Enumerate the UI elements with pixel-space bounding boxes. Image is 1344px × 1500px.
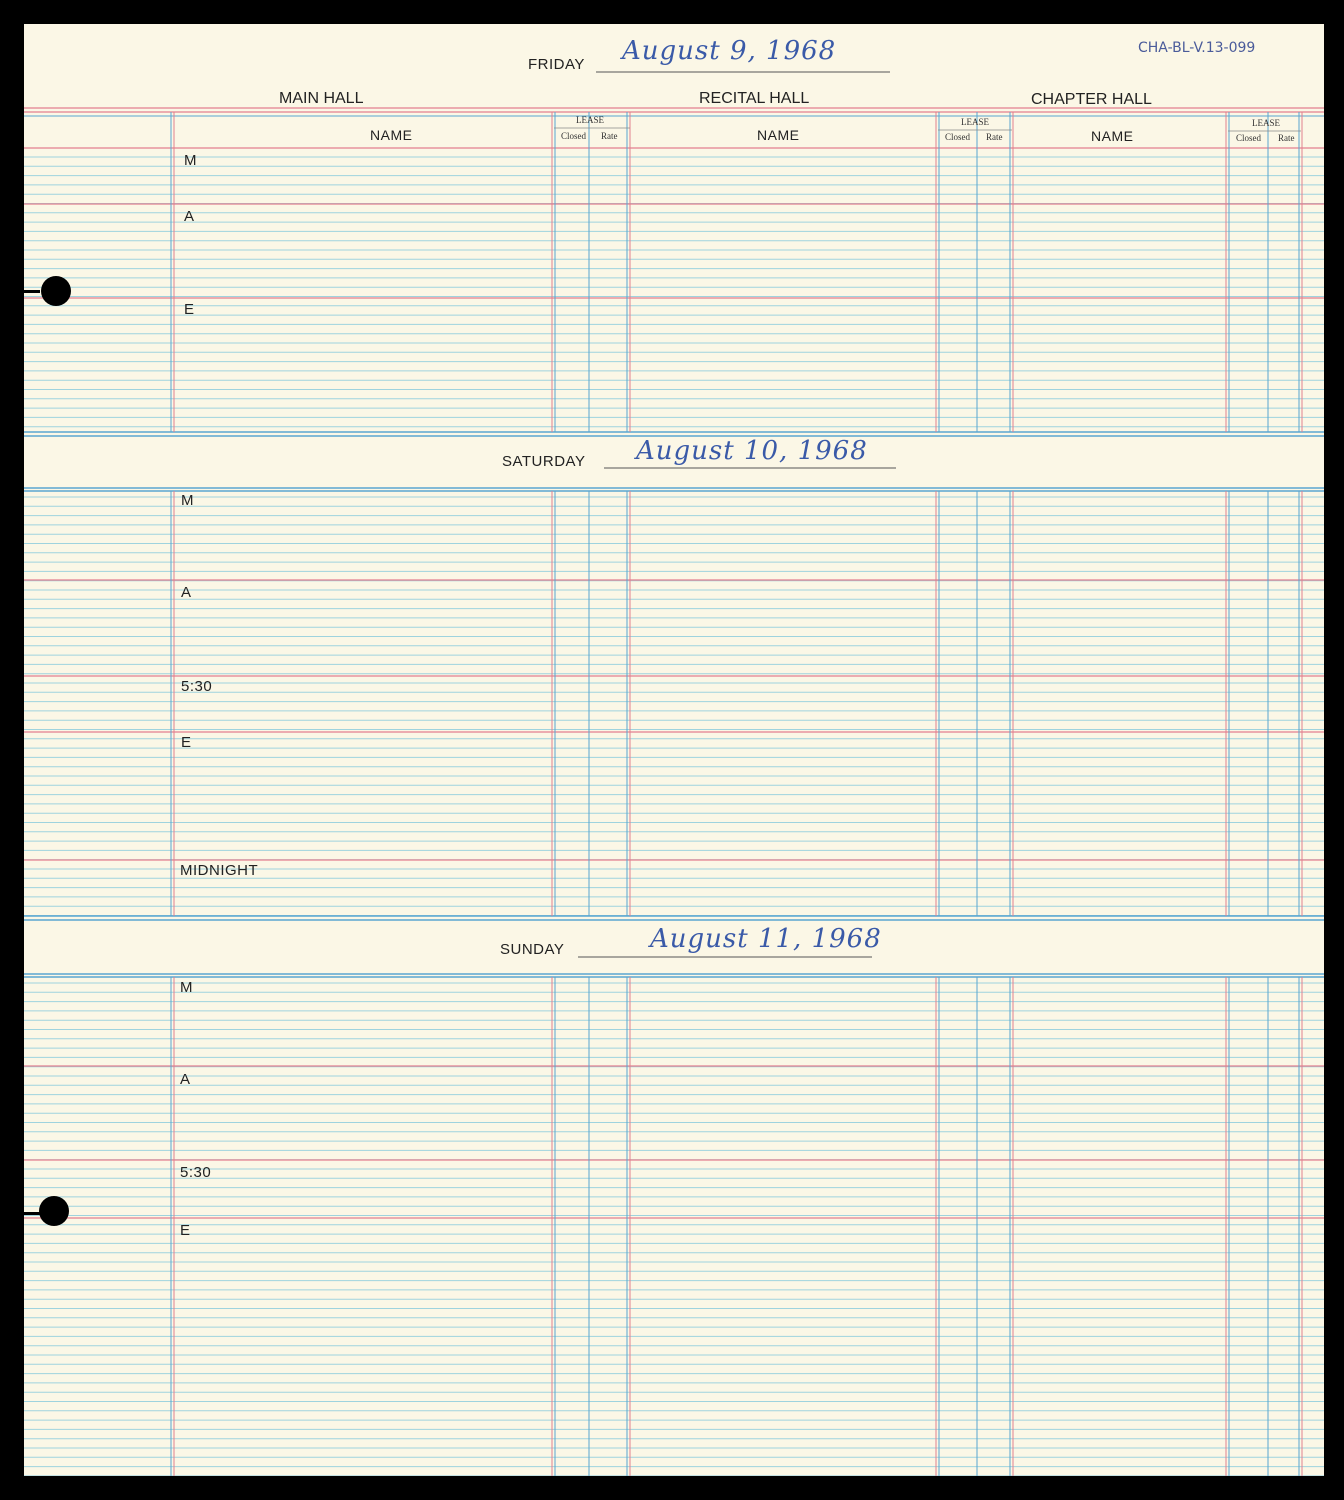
day-label-sunday: SUNDAY	[500, 941, 565, 958]
ruled-grid	[24, 24, 1324, 1476]
binder-hole-bottom	[39, 1196, 69, 1226]
slot-sunday-evening: E	[180, 1222, 191, 1239]
rate-header-main: Rate	[601, 131, 618, 141]
binder-string-bottom	[22, 1212, 40, 1215]
rate-header-recital: Rate	[986, 132, 1003, 142]
slot-friday-evening: E	[184, 301, 195, 318]
closed-header-recital: Closed	[945, 132, 971, 142]
closed-header-chapter: Closed	[1236, 133, 1262, 143]
day-label-friday: FRIDAY	[528, 56, 585, 73]
slot-saturday-evening: E	[181, 734, 192, 751]
day-label-saturday: SATURDAY	[502, 453, 586, 470]
closed-header-main: Closed	[561, 131, 587, 141]
name-header-chapter: NAME	[1091, 128, 1134, 144]
archive-code: CHA-BL-V.13-099	[1138, 40, 1256, 56]
binder-hole-top	[41, 276, 71, 306]
hall-header-chapter: CHAPTER HALL	[1031, 91, 1152, 108]
slot-sunday-530: 5:30	[180, 1164, 212, 1181]
lease-header-recital: LEASE	[961, 117, 989, 127]
lease-header-main: LEASE	[576, 115, 604, 125]
slot-friday-morning: M	[184, 152, 197, 169]
name-header-recital: NAME	[757, 127, 800, 143]
slot-saturday-530: 5:30	[181, 678, 213, 695]
slot-saturday-morning: M	[181, 492, 194, 509]
slot-saturday-midnight: MIDNIGHT	[180, 862, 259, 879]
slot-saturday-afternoon: A	[181, 584, 192, 601]
ledger-sheet	[24, 24, 1324, 1476]
lease-header-chapter: LEASE	[1252, 118, 1280, 128]
binder-string-top	[22, 290, 40, 293]
slot-sunday-afternoon: A	[180, 1071, 191, 1088]
date-friday: August 9, 1968	[622, 36, 837, 66]
slot-sunday-morning: M	[180, 979, 193, 996]
rate-header-chapter: Rate	[1278, 133, 1295, 143]
hall-header-main: MAIN HALL	[279, 90, 364, 107]
hall-header-recital: RECITAL HALL	[699, 90, 810, 107]
slot-friday-afternoon: A	[184, 208, 195, 225]
date-saturday: August 10, 1968	[636, 436, 868, 466]
date-sunday: August 11, 1968	[650, 924, 882, 954]
name-header-main: NAME	[370, 127, 413, 143]
